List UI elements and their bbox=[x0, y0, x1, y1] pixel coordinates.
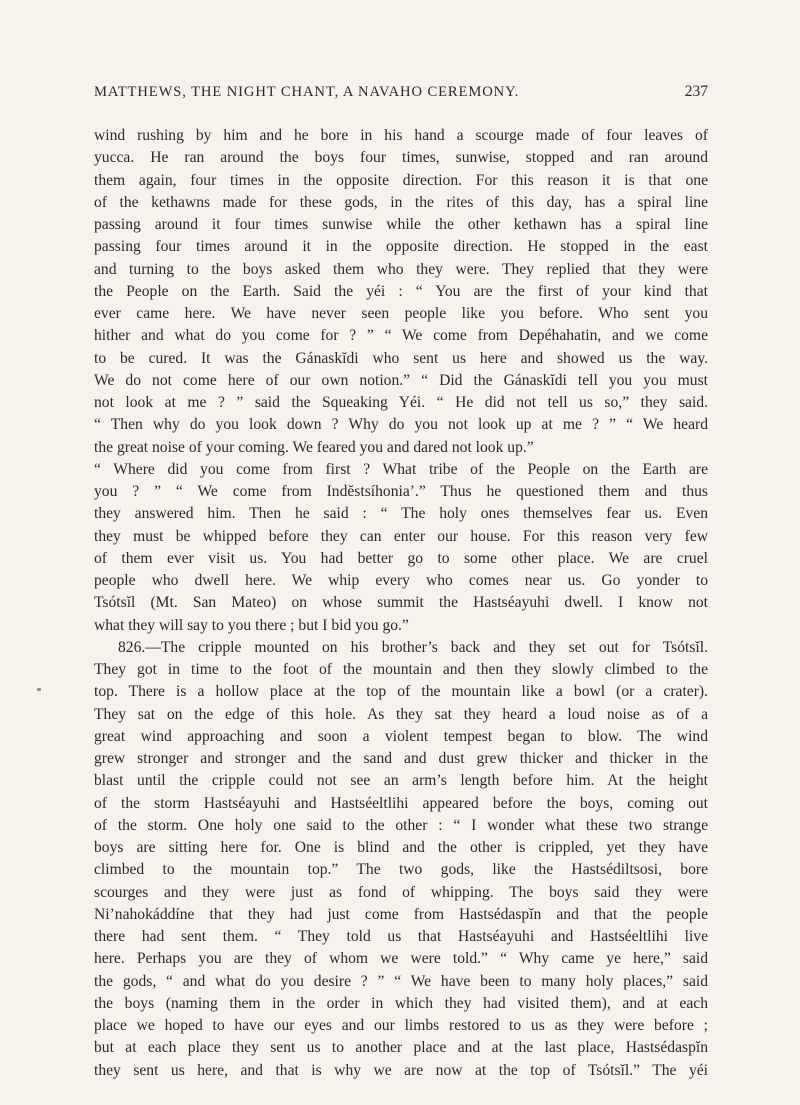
text-line: the boys (naming them in the order in which they had visited them), and at each bbox=[94, 994, 708, 1012]
text-line: passing four times around it in the opposite direction. He stopped in the east bbox=[94, 238, 708, 256]
text-line: and turning to the boys asked them who they were. They replied that they were bbox=[94, 260, 708, 278]
page-number: 237 bbox=[684, 83, 708, 100]
text-line: they answered him. Then he said : “ The holy ones themselves fear us. Even bbox=[94, 505, 708, 523]
text-line: Ni’nahokáddíne that they had just come from Hastsédaspĭn and that the people bbox=[94, 905, 708, 923]
text-line: yucca. He ran around the boys four times, sunwise, stopped and ran around bbox=[94, 149, 708, 167]
text-line: boys are sitting here for. One is blind and the other is crippled, yet they have bbox=[94, 839, 708, 856]
text-line: They got in time to the foot of the mountain and then they slowly climbed to the bbox=[94, 661, 708, 678]
text-line: They sat on the edge of this hole. As they sat they heard a loud noise as of a bbox=[94, 705, 708, 723]
text-line: what they will say to you there ; but I bid you go.” bbox=[94, 616, 409, 634]
text-line: blast until the cripple could not see an arm’s length before him. At the height bbox=[94, 772, 708, 790]
text-line: great wind approaching and soon a violent tempest began to blow. The wind bbox=[94, 727, 708, 745]
text-line: here. Perhaps you are they of whom we were told.” “ Why came ye here,” said bbox=[94, 950, 708, 968]
margin-mark bbox=[37, 688, 41, 691]
text-line: of the storm Hastséayuhi and Hastséeltlihi appeared before the boys, coming out bbox=[94, 794, 708, 812]
text-line: the gods, “ and what do you desire ? ” “ We have been to many holy places,” said bbox=[94, 972, 708, 990]
text-line: not look at me ? ” said the Squeaking Yéi. “ He did not tell us so,” they said. bbox=[94, 394, 708, 411]
text-line: of the storm. One holy one said to the other : “ I wonder what these two strange bbox=[94, 816, 708, 834]
text-line: the great noise of your coming. We feared you and dared not look up.” bbox=[94, 438, 534, 456]
body-text bbox=[94, 125, 708, 1082]
text-line: top. There is a hollow place at the top of the mountain like a bowl (or a crater). bbox=[94, 683, 708, 701]
text-line: of the kethawns made for these gods, in the rites of this day, has a spiral line bbox=[94, 193, 708, 211]
text-line: them again, four times in the opposite direction. For this reason it is that one bbox=[94, 171, 708, 189]
text-line: “ Then why do you look down ? Why do you not look up at me ? ” “ We heard bbox=[94, 416, 708, 434]
text-line: climbed to the mountain top.” The two gods, like the Hastsédiltsosi, bore bbox=[94, 861, 708, 879]
text-line: “ Where did you come from first ? What tribe of the People on the Earth are bbox=[94, 460, 708, 478]
text-line: hither and what do you come for ? ” “ We come from Depéhahatin, and we come bbox=[94, 327, 708, 345]
text-line: they must be whipped before they can enter our house. For this reason very few bbox=[94, 527, 708, 545]
running-head: MATTHEWS, THE NIGHT CHANT, A NAVAHO CEREMONY. bbox=[94, 84, 520, 100]
text-line: there had sent them. “ They told us that Hastséayuhi and Hastséeltlihi live bbox=[94, 928, 708, 945]
text-line: wind rushing by him and he bore in his hand a scourge made of four leaves of bbox=[94, 127, 708, 144]
text-line: place we hoped to have our eyes and our limbs restored to us as they were before ; bbox=[94, 1017, 708, 1034]
paragraph-start-line: 826.—The cripple mounted on his brother’s back and they set out for Tsótsĭl. bbox=[118, 638, 708, 656]
page-header bbox=[94, 84, 708, 106]
text-line: scourges and they were just as fond of whipping. The boys said they were bbox=[94, 883, 708, 901]
text-line: passing around it four times sunwise while the other kethawn has a spiral line bbox=[94, 216, 708, 233]
text-line: to be cured. It was the Gánaskĭdi who sent us here and showed us the way. bbox=[94, 349, 708, 367]
text-line: grew stronger and stronger and the sand and dust grew thicker and thicker in the bbox=[94, 750, 708, 767]
text-line: but at each place they sent us to another place and at the last place, Hastsédaspĭn bbox=[94, 1039, 708, 1057]
text-line: ever came here. We have never seen people like you before. Who sent you bbox=[94, 305, 708, 322]
text-line: the People on the Earth. Said the yéi : “ You are the first of your kind that bbox=[94, 282, 708, 300]
text-line: you ? ” “ We come from Indĕstsíhonia’.” Thus he questioned them and thus bbox=[94, 483, 708, 500]
text-line: We do not come here of our own notion.” “ Did the Gánaskĭdi tell you you must bbox=[94, 371, 708, 389]
text-line: Tsótsĭl (Mt. San Mateo) on whose summit the Hastséayuhi dwell. I know not bbox=[94, 594, 708, 612]
text-line: they sent us here, and that is why we are now at the top of Tsótsĭl.” The yéi bbox=[94, 1061, 708, 1079]
text-line: people who dwell here. We whip every who comes near us. Go yonder to bbox=[94, 572, 708, 589]
text-line: of them ever visit us. You had better go to some other place. We are cruel bbox=[94, 549, 708, 567]
